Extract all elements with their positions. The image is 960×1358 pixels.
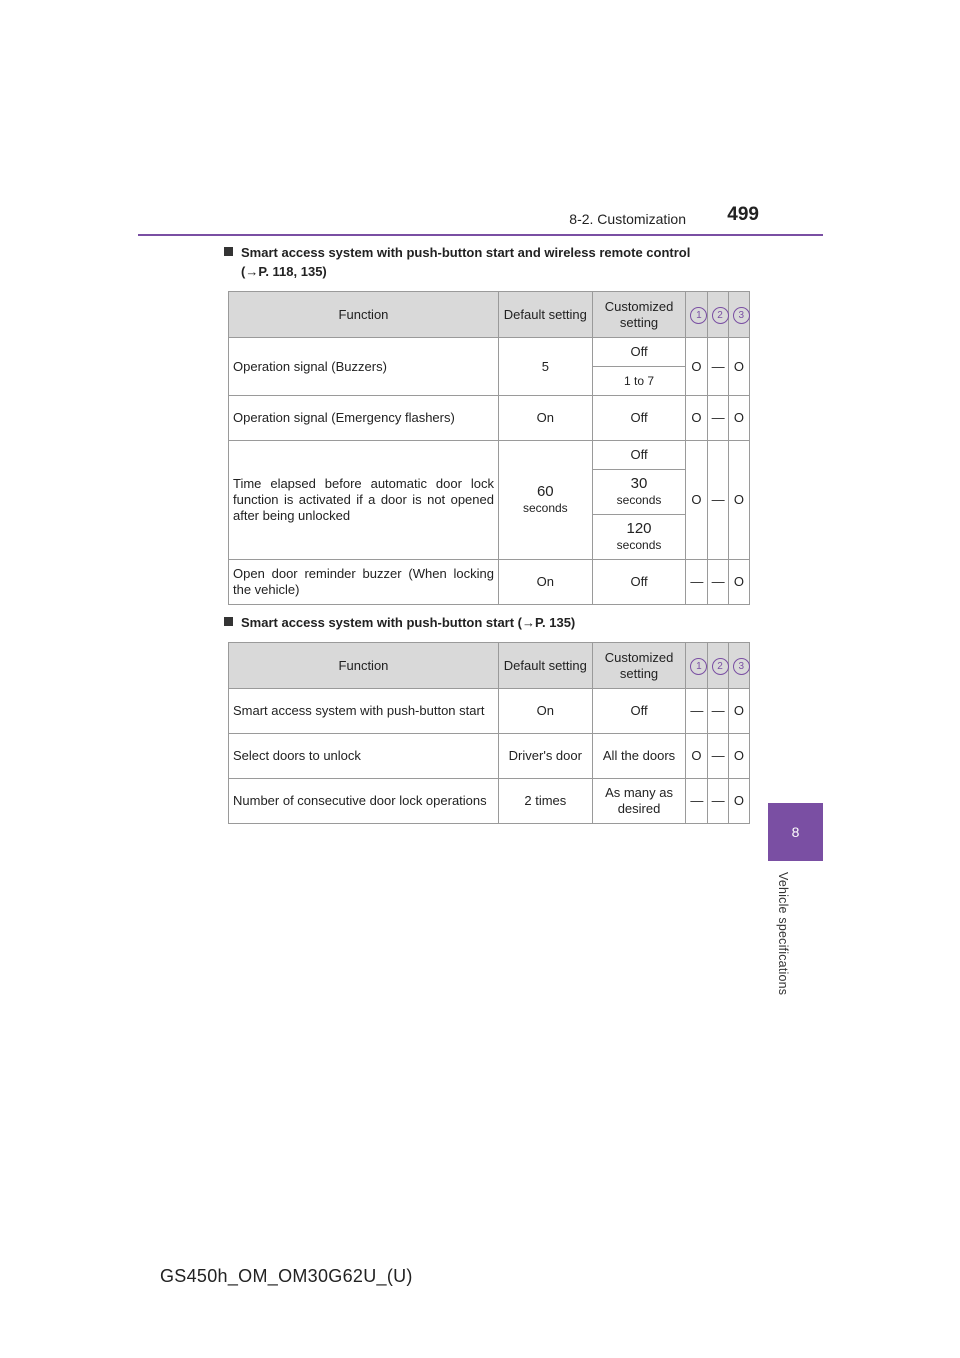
table-row xyxy=(229,396,750,441)
cell-custom: Off xyxy=(592,338,686,367)
chapter-tab xyxy=(768,803,823,861)
cell-custom: Off xyxy=(592,560,686,605)
cell-default: Driver's door xyxy=(498,734,592,779)
section1-heading xyxy=(224,243,690,281)
cell-col1: O xyxy=(686,338,707,396)
section2-heading xyxy=(224,613,575,632)
cell-custom: Off xyxy=(592,689,686,734)
cell-function: Operation signal (Emergency flashers) xyxy=(229,396,499,441)
cell-col3: O xyxy=(728,560,749,605)
cell-custom: Off xyxy=(592,441,686,470)
cell-function: Number of consecutive door lock operations xyxy=(229,779,499,824)
section-title: 8-2. Customization xyxy=(569,211,686,227)
cell-custom: All the doors xyxy=(592,734,686,779)
cell-col3: O xyxy=(728,441,749,560)
table-row xyxy=(229,560,750,605)
chapter-label: Vehicle specifications xyxy=(776,872,790,996)
chapter-number: 8 xyxy=(791,824,800,840)
cell-col2: — xyxy=(707,560,728,605)
cell-function: Time elapsed before automatic door lock function is activated if a door is not opened after being unlocked xyxy=(229,441,499,560)
header-customized: Customized setting xyxy=(592,292,686,338)
cell-col1: — xyxy=(686,560,707,605)
cell-default: On xyxy=(498,560,592,605)
cell-function: Smart access system with push-button start xyxy=(229,689,499,734)
circled-number-3: 3 xyxy=(733,307,750,324)
cell-default xyxy=(498,441,592,560)
cell-col2: — xyxy=(707,779,728,824)
cell-default: On xyxy=(498,396,592,441)
default-value: 60 xyxy=(536,483,554,500)
circled-number-1: 1 xyxy=(690,658,707,675)
table-row xyxy=(229,734,750,779)
cell-default: 5 xyxy=(498,338,592,396)
cell-function: Operation signal (Buzzers) xyxy=(229,338,499,396)
cell-col3: O xyxy=(728,689,749,734)
custom-value: 120 xyxy=(626,520,652,537)
circled-number-3: 3 xyxy=(733,658,750,675)
cell-col2: — xyxy=(707,734,728,779)
header-col2 xyxy=(707,643,728,689)
table-row xyxy=(229,689,750,734)
cell-custom xyxy=(592,515,686,560)
table-row xyxy=(229,779,750,824)
bullet-square-icon xyxy=(224,247,233,256)
cell-col1: O xyxy=(686,441,707,560)
default-unit: seconds xyxy=(522,501,568,515)
bullet-square-icon xyxy=(224,617,233,626)
header-function: Function xyxy=(229,292,499,338)
table-header-row xyxy=(229,292,750,338)
page-number: 499 xyxy=(727,204,759,225)
table-row xyxy=(229,441,750,470)
table-row xyxy=(229,338,750,367)
cell-col2: — xyxy=(707,441,728,560)
cell-default: On xyxy=(498,689,592,734)
circled-number-1: 1 xyxy=(690,307,707,324)
header-default: Default setting xyxy=(498,292,592,338)
cell-col3: O xyxy=(728,734,749,779)
table-header-row xyxy=(229,643,750,689)
cell-custom: As many as desired xyxy=(592,779,686,824)
cell-col1: — xyxy=(686,779,707,824)
header-function: Function xyxy=(229,643,499,689)
header-col1 xyxy=(686,292,707,338)
circled-number-2: 2 xyxy=(712,307,729,324)
cell-col1: — xyxy=(686,689,707,734)
section1-heading-text: Smart access system with push-button start and wireless remote control xyxy=(241,245,691,260)
cell-function: Select doors to unlock xyxy=(229,734,499,779)
section1-reference: (→P. 118, 135) xyxy=(241,264,327,279)
cell-col2: — xyxy=(707,338,728,396)
cell-custom xyxy=(592,470,686,515)
header-col2 xyxy=(707,292,728,338)
cell-col3: O xyxy=(728,338,749,396)
cell-custom: 1 to 7 xyxy=(592,367,686,396)
cell-col3: O xyxy=(728,396,749,441)
cell-col1: O xyxy=(686,734,707,779)
header-col3 xyxy=(728,292,749,338)
cell-col2: — xyxy=(707,396,728,441)
page-header xyxy=(138,200,823,236)
header-customized: Customized setting xyxy=(592,643,686,689)
header-default: Default setting xyxy=(498,643,592,689)
section2-heading-text: Smart access system with push-button start (→P. 135) xyxy=(241,615,576,630)
cell-col3: O xyxy=(728,779,749,824)
circled-number-2: 2 xyxy=(712,658,729,675)
section1-table xyxy=(228,291,750,605)
cell-custom: Off xyxy=(592,396,686,441)
header-col1 xyxy=(686,643,707,689)
custom-value: 30 xyxy=(630,475,648,492)
section2-table xyxy=(228,642,750,824)
document-id: GS450h_OM_OM30G62U_(U) xyxy=(160,1266,413,1286)
cell-col2: — xyxy=(707,689,728,734)
cell-col1: O xyxy=(686,396,707,441)
custom-unit: seconds xyxy=(616,493,662,507)
cell-function: Open door reminder buzzer (When locking the vehicle) xyxy=(229,560,499,605)
custom-unit: seconds xyxy=(616,538,662,552)
header-col3 xyxy=(728,643,749,689)
cell-default: 2 times xyxy=(498,779,592,824)
